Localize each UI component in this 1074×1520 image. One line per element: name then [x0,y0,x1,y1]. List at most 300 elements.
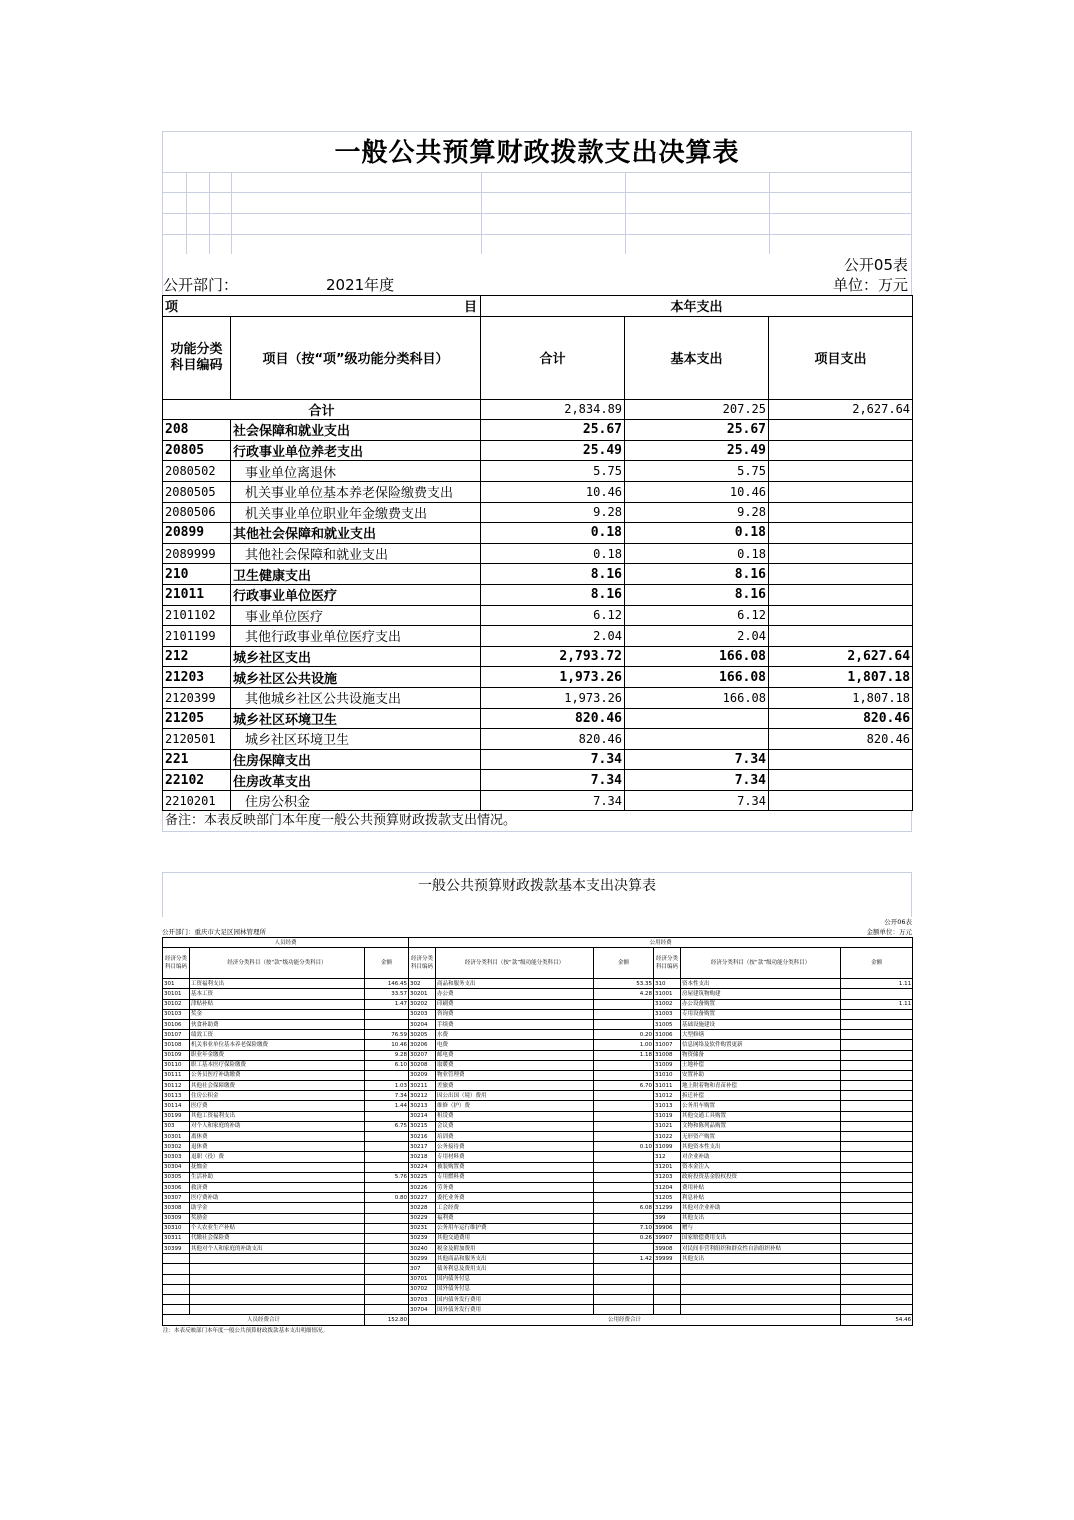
table-row [163,708,913,729]
cell-p-code: 30102 [163,999,190,1009]
cell-project [769,502,913,523]
cell-p-amount: 6.10 [365,1060,409,1070]
t2-col-code-1: 经济分类科目编码 [163,948,190,979]
cell-g-amount [594,999,654,1009]
table-row [163,979,913,989]
cell-basic: 166.08 [625,687,769,708]
cell-p-name: 其他工资福利支出 [190,1111,365,1121]
cell-p-name: 职业年金缴费 [190,1050,365,1060]
cell-p-name [190,1295,365,1305]
cell-g-name: 物业管理费 [436,1070,594,1080]
cell-c-name: 信息网络及软件购置更新 [681,1040,841,1050]
cell-p-amount [365,1132,409,1142]
cell-basic: 7.34 [625,790,769,811]
cell-p-amount [365,1162,409,1172]
cell-c-amount [841,1111,913,1121]
table-row [163,584,913,605]
cell-p-name [190,1305,365,1315]
cell-g-amount [594,1009,654,1019]
cell-c-name: 专用设备购置 [681,1009,841,1019]
cell-p-code [163,1284,190,1294]
table-row [163,790,913,811]
cell-p-code: 30311 [163,1233,190,1243]
cell-c-amount [841,1121,913,1131]
cell-c-amount [841,1142,913,1152]
cell-basic: 7.34 [625,749,769,770]
header-item: 项 目 [163,296,481,317]
cell-c-amount [841,1101,913,1111]
cell-g-amount [594,1305,654,1315]
cell-name: 行政事业单位养老支出 [231,440,481,461]
cell-c-name: 文物和陈列品购置 [681,1121,841,1131]
cell-total: 1,973.26 [481,667,625,688]
cell-g-name: 劳务费 [436,1182,594,1192]
cell-p-amount: 9.28 [365,1050,409,1060]
cell-code: 21203 [163,667,231,688]
cell-g-amount [594,1264,654,1274]
cell-g-amount [594,1193,654,1203]
cell-total: 10.46 [481,481,625,502]
cell-p-amount: 146.45 [365,979,409,989]
cell-g-code: 30225 [409,1172,436,1182]
cell-name: 住房公积金 [231,790,481,811]
cell-c-code: 31005 [654,1019,681,1029]
public-header: 公用经费 [409,938,913,948]
cell-c-code: 31021 [654,1121,681,1131]
cell-p-name: 工资福利支出 [190,979,365,989]
cell-p-name: 医疗费补助 [190,1193,365,1203]
cell-g-amount [594,1162,654,1172]
cell-g-code: 30214 [409,1111,436,1121]
cell-c-amount [841,1233,913,1243]
cell-g-name: 委托业务费 [436,1193,594,1203]
table-row [163,1254,913,1264]
cell-project: 2,627.64 [769,646,913,667]
cell-total: 9.28 [481,502,625,523]
t2-col-name-3: 经济分类科目（按“款”级功能分类科目） [681,948,841,979]
cell-p-amount [365,1244,409,1254]
cell-c-amount [841,1081,913,1091]
cell-c-name: 对民间非营利组织和群众性自治组织补贴 [681,1244,841,1254]
cell-p-name: 伙食补助费 [190,1019,365,1029]
table-row [163,1152,913,1162]
cell-project: 820.46 [769,708,913,729]
cell-g-amount: 1.00 [594,1040,654,1050]
cell-p-code: 30308 [163,1203,190,1213]
table-row [163,1223,913,1233]
public-total-label: 公用经费合计 [409,1315,841,1325]
t2-col-amount-1: 金额 [365,948,409,979]
cell-g-code: 30207 [409,1050,436,1060]
cell-g-name: 其他商品和服务支出 [436,1254,594,1264]
cell-c-name: 其他支出 [681,1213,841,1223]
cell-name: 其他社会保障和就业支出 [231,543,481,564]
cell-g-code: 30206 [409,1040,436,1050]
cell-g-name: 咨询费 [436,1009,594,1019]
cell-g-name: 国外债务付息 [436,1284,594,1294]
cell-p-amount [365,1254,409,1264]
cell-p-amount: 1.44 [365,1101,409,1111]
cell-g-amount [594,1121,654,1131]
cell-code: 2101199 [163,626,231,647]
cell-g-amount [594,1295,654,1305]
t2-col-amount-3: 金额 [841,948,913,979]
cell-c-name: 大型修缮 [681,1030,841,1040]
cell-p-name: 绩效工资 [190,1030,365,1040]
cell-g-code: 30211 [409,1081,436,1091]
table-row [163,1030,913,1040]
cell-p-name: 代缴社会保险费 [190,1233,365,1243]
cell-project [769,605,913,626]
cell-c-name: 其他支出 [681,1254,841,1264]
cell-code: 208 [163,420,231,441]
cell-project: 1,807.18 [769,687,913,708]
cell-p-code: 30112 [163,1081,190,1091]
cell-g-name: 培训费 [436,1132,594,1142]
cell-total: 25.49 [481,440,625,461]
cell-basic: 10.46 [625,481,769,502]
cell-project [769,420,913,441]
cell-c-amount [841,1254,913,1264]
cell-p-code: 30301 [163,1132,190,1142]
cell-c-name [681,1305,841,1315]
cell-project: 820.46 [769,729,913,750]
cell-p-code: 30111 [163,1070,190,1080]
cell-p-name: 抚恤金 [190,1162,365,1172]
cell-c-code: 31006 [654,1030,681,1040]
cell-g-amount: 6.08 [594,1203,654,1213]
cell-p-name [190,1264,365,1274]
cell-p-code [163,1254,190,1264]
cell-p-code: 30110 [163,1060,190,1070]
col-basic: 基本支出 [625,316,769,399]
cell-g-name: 国外债务发行费用 [436,1305,594,1315]
cell-c-code: 31011 [654,1081,681,1091]
cell-g-amount [594,1060,654,1070]
cell-g-amount: 1.18 [594,1050,654,1060]
cell-name: 住房保障支出 [231,749,481,770]
cell-g-code: 30209 [409,1070,436,1080]
cell-p-code: 30310 [163,1223,190,1233]
cell-p-name: 退休费 [190,1142,365,1152]
cell-g-amount [594,1132,654,1142]
cell-total: 1,973.26 [481,687,625,708]
cell-g-name: 手续费 [436,1019,594,1029]
cell-c-amount [841,1274,913,1284]
cell-g-code: 30702 [409,1284,436,1294]
cell-p-amount [365,1142,409,1152]
cell-c-code: 312 [654,1152,681,1162]
col-total: 合计 [481,316,625,399]
table-row [163,461,913,482]
cell-g-name: 税金及附加费用 [436,1244,594,1254]
cell-code: 2089999 [163,543,231,564]
cell-total: 0.18 [481,543,625,564]
cell-c-code: 31022 [654,1132,681,1142]
table-row [163,1244,913,1254]
cell-g-code: 307 [409,1264,436,1274]
cell-p-amount [365,1233,409,1243]
table-row [163,1040,913,1050]
public-total: 54.46 [841,1315,913,1325]
basic-expenditure-table [162,872,912,1336]
cell-code: 221 [163,749,231,770]
cell-total: 0.18 [481,523,625,544]
cell-c-code: 31203 [654,1172,681,1182]
cell-code: 212 [163,646,231,667]
table-row [163,1172,913,1182]
cell-g-code: 30205 [409,1030,436,1040]
cell-p-name: 奖金 [190,1009,365,1019]
cell-c-code: 31012 [654,1091,681,1101]
cell-g-amount: 7.10 [594,1223,654,1233]
table-row [163,1050,913,1060]
cell-code: 2080502 [163,461,231,482]
cell-total: 820.46 [481,729,625,750]
cell-basic [625,708,769,729]
cell-g-name: 商品和服务支出 [436,979,594,989]
cell-project [769,461,913,482]
cell-g-code: 30204 [409,1019,436,1029]
cell-p-name: 其他社会保障缴费 [190,1081,365,1091]
cell-name: 其他行政事业单位医疗支出 [231,626,481,647]
table-row [163,1284,913,1294]
cell-p-name [190,1274,365,1284]
table-row [163,1295,913,1305]
cell-g-name: 公务接待费 [436,1142,594,1152]
cell-p-amount [365,1295,409,1305]
blank-grid-area [162,172,912,254]
table-row [163,420,913,441]
cell-p-amount [365,1111,409,1121]
table2-note: 注：本表反映部门本年度一般公共预算财政拨款基本支出明细情况。 [163,1327,329,1334]
cell-g-name: 公务用车运行维护费 [436,1223,594,1233]
expenditure-table [162,131,912,832]
cell-g-code: 30299 [409,1254,436,1264]
cell-p-amount [365,1305,409,1315]
cell-c-amount [841,1030,913,1040]
table-row [163,1233,913,1243]
cell-p-code: 30199 [163,1111,190,1121]
cell-g-amount: 0.26 [594,1233,654,1243]
cell-total: 7.34 [481,770,625,791]
cell-c-amount [841,1244,913,1254]
cell-g-name: 印刷费 [436,999,594,1009]
cell-c-code: 31003 [654,1009,681,1019]
cell-c-name: 其他对企业补助 [681,1203,841,1213]
cell-code: 2120399 [163,687,231,708]
cell-c-amount [841,1305,913,1315]
cell-basic: 5.75 [625,461,769,482]
cell-g-name: 国内债务付息 [436,1274,594,1284]
table-row [163,1305,913,1315]
table-row [163,502,913,523]
cell-c-amount [841,1203,913,1213]
cell-basic: 0.18 [625,523,769,544]
cell-g-name: 专用燃料费 [436,1172,594,1182]
cell-c-name [681,1295,841,1305]
table2-title: 一般公共预算财政拨款基本支出决算表 [162,872,912,899]
cell-c-code: 310 [654,979,681,989]
table-row [163,1121,913,1131]
cell-g-name: 因公出国（境）费用 [436,1091,594,1101]
t2-col-code-2: 经济分类科目编码 [409,948,436,979]
cell-g-name: 其他交通费用 [436,1233,594,1243]
cell-code: 22102 [163,770,231,791]
cell-basic: 7.34 [625,770,769,791]
table-row [163,1193,913,1203]
cell-g-code: 30208 [409,1060,436,1070]
cell-total: 5.75 [481,461,625,482]
cell-g-name: 电费 [436,1040,594,1050]
table-row [163,481,913,502]
cell-g-amount: 53.35 [594,979,654,989]
cell-p-name: 离休费 [190,1132,365,1142]
cell-c-name: 对企业补助 [681,1152,841,1162]
table-row [163,770,913,791]
table-row [163,1081,913,1091]
cell-p-code [163,1274,190,1284]
table-row [163,440,913,461]
personnel-header: 人员经费 [163,938,409,948]
table-title: 一般公共预算财政拨款支出决算表 [162,131,912,172]
cell-p-amount: 7.34 [365,1091,409,1101]
cell-p-name: 公务员医疗补助缴费 [190,1070,365,1080]
cell-c-amount [841,1213,913,1223]
cell-name: 机关事业单位基本养老保险缴费支出 [231,481,481,502]
table-row [163,1182,913,1192]
cell-g-amount: 4.28 [594,989,654,999]
table-row [163,1019,913,1029]
cell-name: 行政事业单位医疗 [231,584,481,605]
cell-c-name: 国家赔偿费用支出 [681,1233,841,1243]
cell-total: 2.04 [481,626,625,647]
cell-name: 社会保障和就业支出 [231,420,481,441]
cell-c-code [654,1305,681,1315]
cell-project [769,481,913,502]
cell-p-code: 30306 [163,1182,190,1192]
cell-g-amount [594,1019,654,1029]
table-row [163,543,913,564]
cell-c-code [654,1295,681,1305]
table-row [163,749,913,770]
cell-p-amount [365,1009,409,1019]
cell-basic: 6.12 [625,605,769,626]
cell-p-amount [365,1070,409,1080]
basic-expenditure-grid [162,937,913,1326]
cell-c-code: 31205 [654,1193,681,1203]
cell-basic [625,729,769,750]
cell-g-code: 30218 [409,1152,436,1162]
cell-g-code: 30240 [409,1244,436,1254]
cell-g-name: 邮电费 [436,1050,594,1060]
table-row [163,1111,913,1121]
cell-c-code: 31001 [654,989,681,999]
table-row [163,1091,913,1101]
cell-g-amount [594,1172,654,1182]
cell-p-code: 303 [163,1121,190,1131]
cell-c-amount [841,1040,913,1050]
cell-total: 820.46 [481,708,625,729]
cell-g-amount: 0.10 [594,1142,654,1152]
table2-unit: 金额单位：万元 [866,928,912,936]
cell-c-amount [841,1152,913,1162]
cell-p-code: 30307 [163,1193,190,1203]
cell-p-name: 助学金 [190,1203,365,1213]
cell-p-code: 30113 [163,1091,190,1101]
cell-p-amount: 33.57 [365,989,409,999]
cell-c-amount [841,989,913,999]
cell-c-name: 赠与 [681,1223,841,1233]
cell-g-name: 取暖费 [436,1060,594,1070]
cell-code: 2080505 [163,481,231,502]
cell-g-code: 30228 [409,1203,436,1213]
cell-project [769,523,913,544]
cell-project [769,626,913,647]
cell-c-amount: 1.11 [841,979,913,989]
form-number: 公开05表 [162,254,912,274]
cell-g-code: 30229 [409,1213,436,1223]
cell-code: 20899 [163,523,231,544]
cell-p-code: 301 [163,979,190,989]
cell-c-name: 无形资产购置 [681,1132,841,1142]
cell-p-name: 住房公积金 [190,1091,365,1101]
cell-g-code: 30227 [409,1193,436,1203]
cell-g-name: 办公费 [436,989,594,999]
table-row [163,1213,913,1223]
cell-g-amount [594,1070,654,1080]
cell-p-name: 退职（役）费 [190,1152,365,1162]
cell-p-name: 生活补助 [190,1172,365,1182]
cell-p-code: 30305 [163,1172,190,1182]
cell-c-amount [841,1009,913,1019]
total-project: 2,627.64 [769,399,913,420]
cell-g-name: 国内债务发行费用 [436,1295,594,1305]
cell-c-code: 39908 [654,1244,681,1254]
cell-g-amount [594,1111,654,1121]
cell-basic: 0.18 [625,543,769,564]
cell-g-amount: 0.20 [594,1030,654,1040]
cell-g-code: 30226 [409,1182,436,1192]
cell-g-amount [594,1152,654,1162]
cell-name: 卫生健康支出 [231,564,481,585]
cell-c-name: 政府投资基金股权投资 [681,1172,841,1182]
cell-c-code: 31009 [654,1060,681,1070]
dept-label: 公开部门： [163,276,239,294]
cell-g-code: 30215 [409,1121,436,1131]
cell-p-code: 30302 [163,1142,190,1152]
total-basic: 207.25 [625,399,769,420]
cell-total: 2,793.72 [481,646,625,667]
cell-p-amount [365,1284,409,1294]
cell-total: 8.16 [481,584,625,605]
cell-g-name: 水费 [436,1030,594,1040]
cell-c-amount: 1.11 [841,999,913,1009]
cell-project [769,770,913,791]
table-row [163,1203,913,1213]
cell-p-code: 30309 [163,1213,190,1223]
cell-c-name: 物资储备 [681,1050,841,1060]
cell-p-code: 30106 [163,1019,190,1029]
cell-g-name: 租赁费 [436,1111,594,1121]
cell-p-amount [365,1019,409,1029]
cell-total: 7.34 [481,790,625,811]
cell-name: 城乡社区支出 [231,646,481,667]
dept-info-row [162,274,912,295]
cell-p-amount [365,1213,409,1223]
cell-project [769,440,913,461]
cell-g-amount [594,1274,654,1284]
